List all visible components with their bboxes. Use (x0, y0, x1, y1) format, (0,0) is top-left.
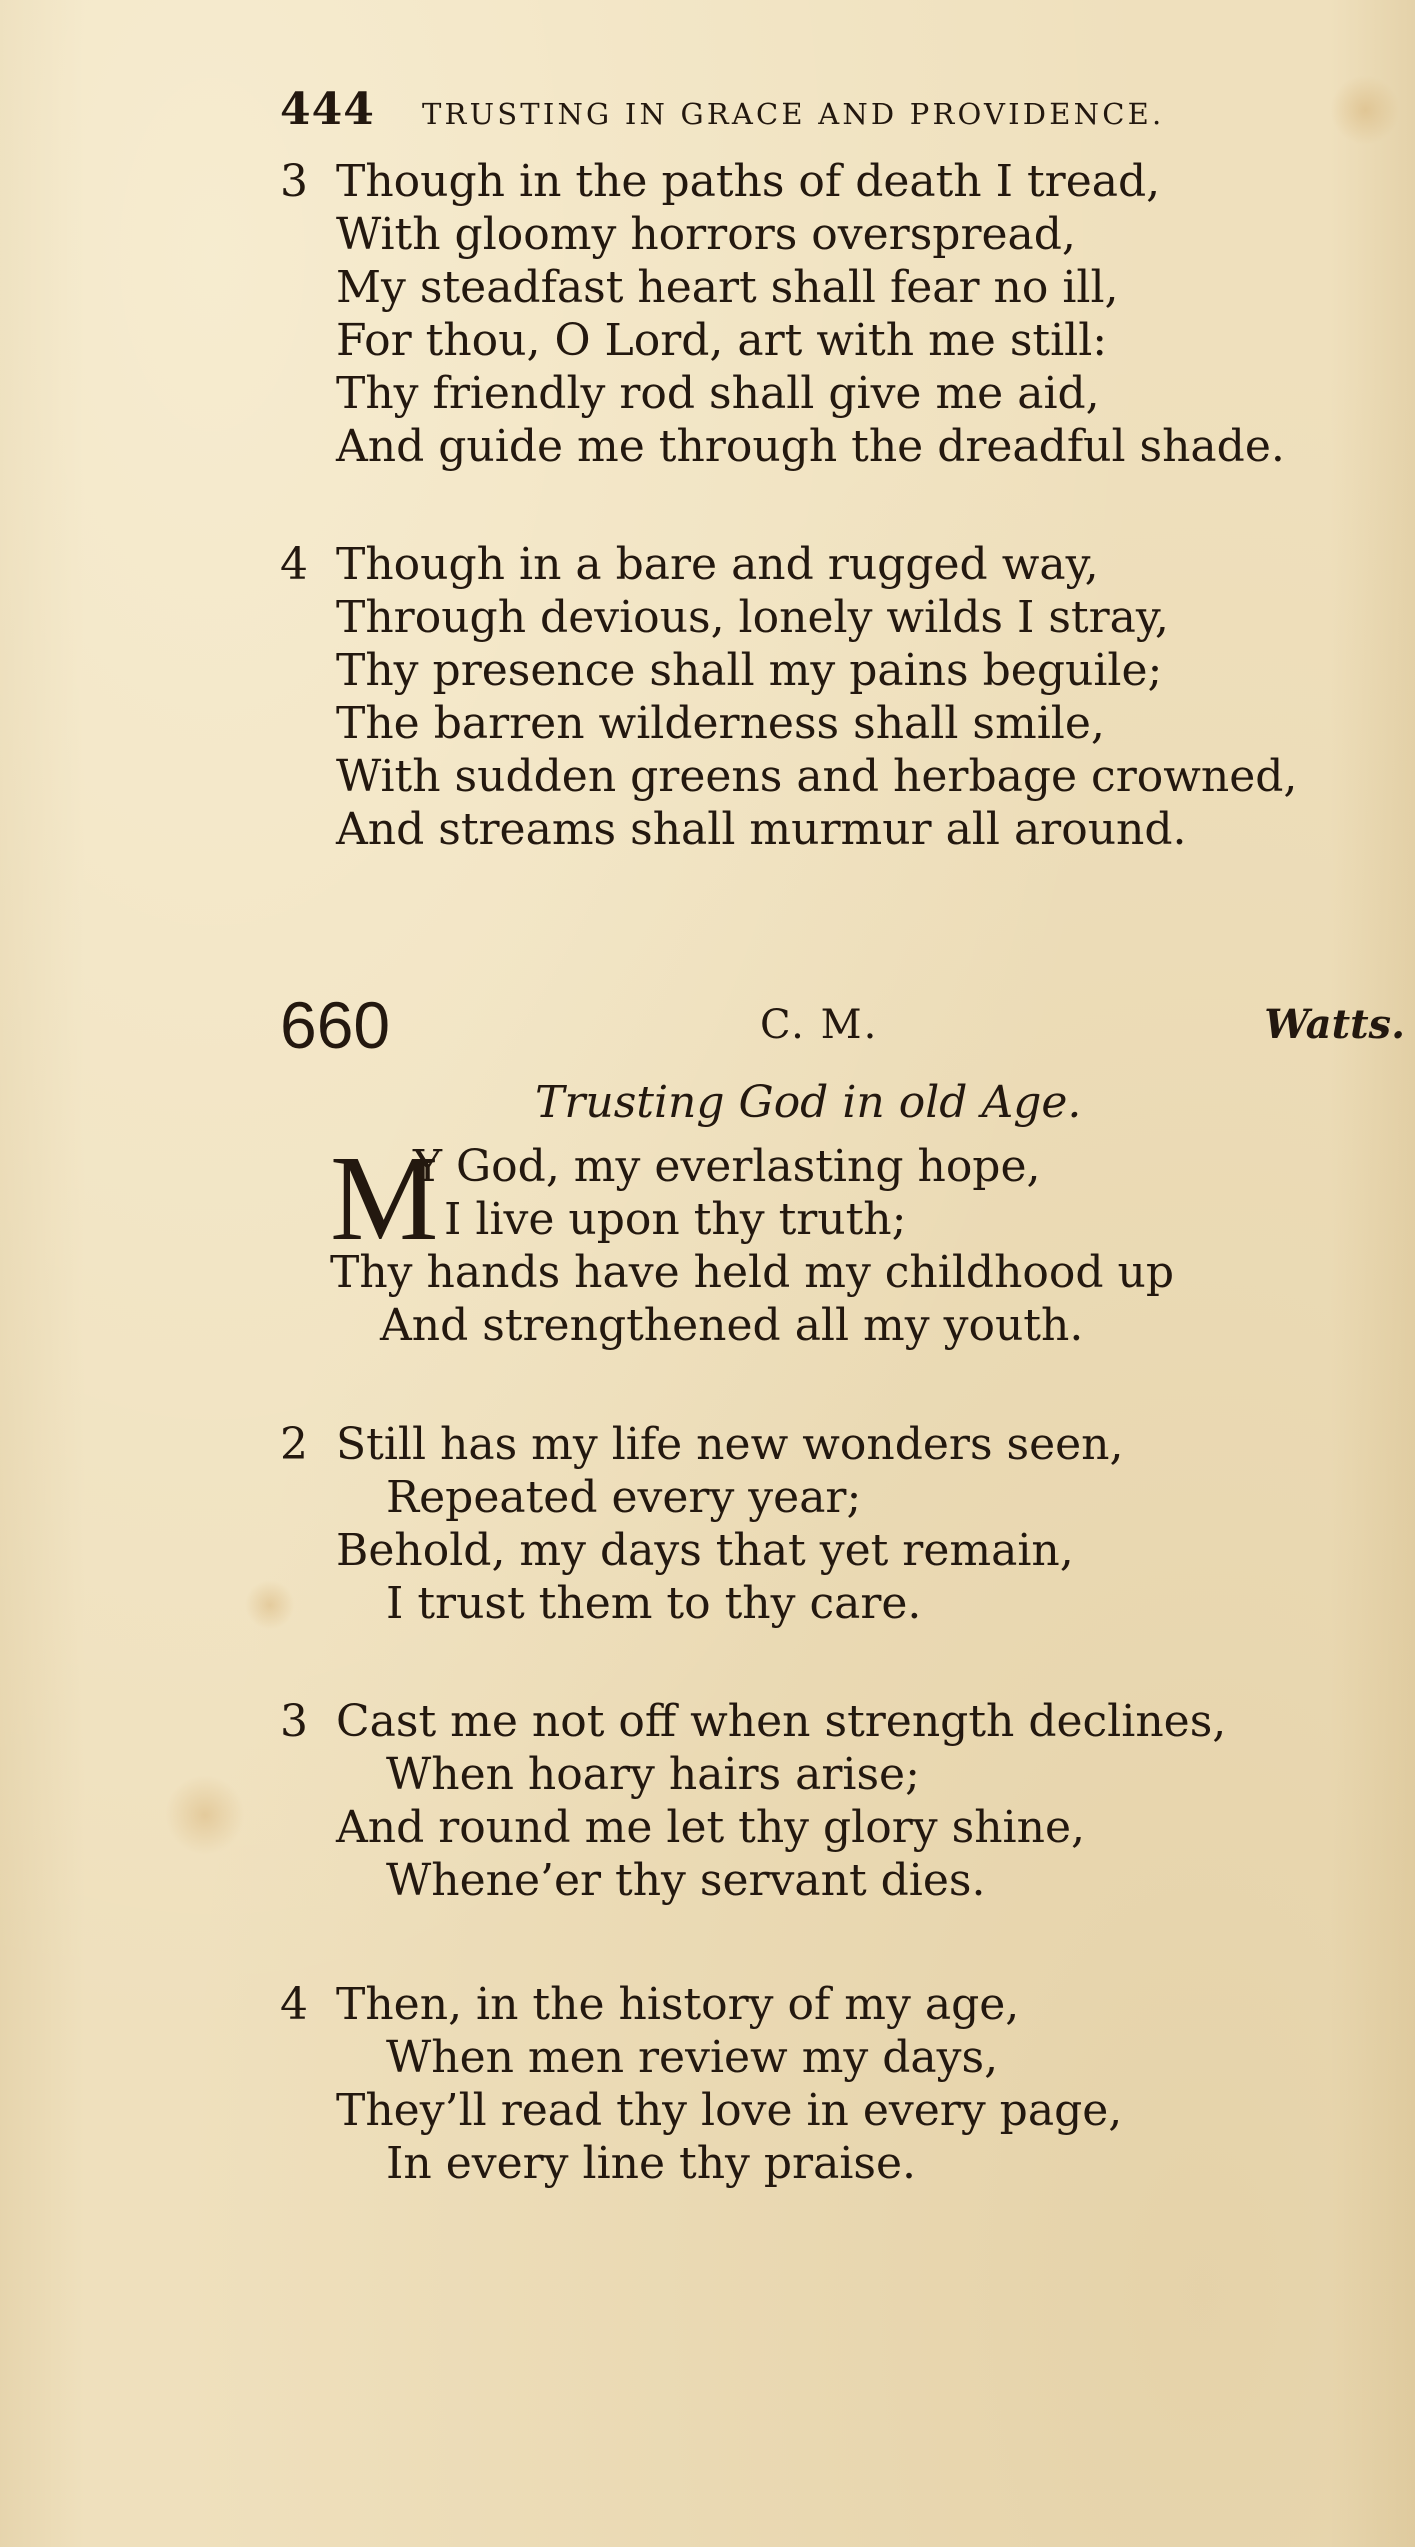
verse-line (280, 1418, 1124, 1471)
page-header (280, 80, 1280, 140)
verse-text: Cast me not off when strength declines, (336, 1696, 1227, 1747)
verse-line: Thy hands have held my childhood up (330, 1247, 1175, 1298)
verse-line: My steadfast heart shall fear no ill, (336, 262, 1119, 313)
verse-line (280, 1978, 1122, 2031)
verse-line: Whene’er thy servant dies. (386, 1855, 986, 1906)
stanza-2 (280, 1418, 1124, 1630)
verse-line: And guide me through the dreadful shade. (336, 421, 1285, 472)
stanza-number: 4 (280, 539, 308, 590)
verse-line: And round me let thy glory shine, (336, 1802, 1085, 1853)
hymn-title: Trusting God in old Age. (535, 1077, 1082, 1128)
stanza-3 (280, 1695, 1226, 1907)
verse-line: Behold, my days that yet remain, (336, 1525, 1074, 1576)
verse-line: They’ll read thy love in every page, (336, 2085, 1123, 2136)
verse-text: Though in the paths of death I tread, (336, 156, 1161, 207)
page-number: 444 (280, 84, 375, 135)
stanza-prev-4 (280, 538, 1297, 856)
verse-text: Still has my life new wonders seen, (336, 1419, 1124, 1470)
verse-line: When hoary hairs arise; (386, 1749, 920, 1800)
verse-line: The barren wilderness shall smile, (336, 698, 1105, 749)
stanza-number: 3 (280, 156, 308, 207)
stanza-4 (280, 1978, 1122, 2190)
verse-line (280, 538, 1297, 591)
verse-line: Thy friendly rod shall give me aid, (336, 368, 1100, 419)
hymn-author: Watts. (1264, 1001, 1405, 1048)
paper-stain (165, 1775, 245, 1855)
verse-line (280, 1695, 1226, 1748)
hymn-number: 660 (280, 988, 391, 1062)
paper-stain (1330, 75, 1400, 145)
verse-line: Thy presence shall my pains beguile; (336, 645, 1163, 696)
verse-line: With gloomy horrors overspread, (336, 209, 1076, 260)
running-head: TRUSTING IN GRACE AND PROVIDENCE. (422, 97, 1165, 131)
verse-line: Repeated every year; (386, 1472, 862, 1523)
verse-text: Then, in the history of my age, (336, 1979, 1020, 2030)
stanza-number: 2 (280, 1419, 308, 1470)
verse-line (280, 155, 1285, 208)
verse-line: When men review my days, (386, 2032, 999, 2083)
verse-line: I trust them to thy care. (386, 1578, 922, 1629)
verse-line: I live upon thy truth; (444, 1194, 907, 1245)
verse-line: And strengthened all my youth. (380, 1300, 1084, 1351)
verse-line: And streams shall murmur all around. (336, 804, 1187, 855)
verse-text: Though in a bare and rugged way, (336, 539, 1099, 590)
hymn-meter: C. M. (760, 1002, 879, 1048)
verse-line: For thou, O Lord, art with me still: (336, 315, 1108, 366)
verse-line: Through devious, lonely wilds I stray, (336, 592, 1169, 643)
drop-cap: M (330, 1131, 439, 1266)
verse-line: With sudden greens and herbage crowned, (336, 751, 1298, 802)
stanza-number: 3 (280, 1696, 308, 1747)
stanza-prev-3 (280, 155, 1285, 473)
verse-line: Y God, my everlasting hope, (413, 1141, 1041, 1192)
stanza-number: 4 (280, 1979, 308, 2030)
hymn-heading (280, 985, 1405, 1065)
verse-line: In every line thy praise. (386, 2138, 916, 2189)
